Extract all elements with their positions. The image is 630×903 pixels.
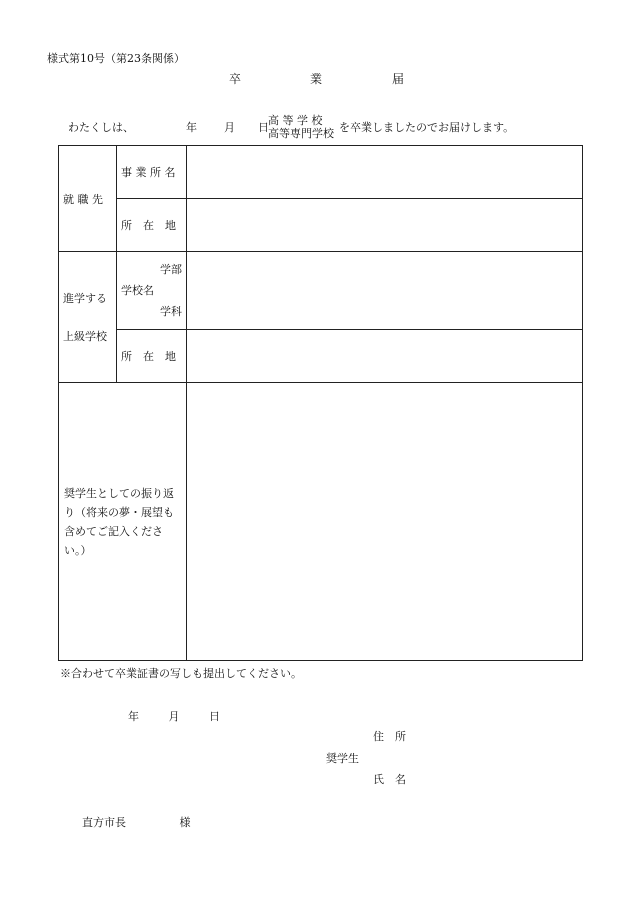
signature-date [128,708,220,724]
title-char-2: 業 [310,72,323,86]
scholar-label: 奨学生 [326,752,359,765]
attachment-note: ※合わせて卒業証書の写しも提出してください。 [60,667,302,680]
office-name-field[interactable] [187,146,583,199]
intro-year: 年 [186,121,197,134]
title-char-1: 卒 [229,72,242,86]
addressee-honorific: 様 [179,816,191,829]
faculty-label: 学部 [160,263,182,276]
employment-location-label: 所 在 地 [117,199,187,252]
intro-month: 月 [224,121,235,134]
signature-month: 月 [168,710,180,723]
department-label: 学科 [160,305,182,318]
school-location-label: 所 在 地 [117,330,187,383]
address-label: 住 所 [373,730,406,743]
office-name-label: 事 業 所 名 [117,146,187,199]
signature-day: 日 [209,710,220,723]
addressee [82,814,191,830]
reflection-field[interactable] [187,383,583,661]
employment-section-label: 就 職 先 [59,146,117,252]
title-char-3: 届 [392,72,405,86]
school-label: 学校名 [121,284,154,297]
signature-year: 年 [128,710,139,723]
school-name-field[interactable] [187,252,583,330]
intro-suffix: を卒業しましたのでお届けします。 [339,121,515,134]
intro-day: 日 [258,121,269,134]
higher-school-label-line-1: 進学する [63,292,107,305]
higher-school-label-line-2: 上級学校 [63,330,107,343]
form-number: 様式第10号（第23条関係） [47,52,185,65]
school-name-label [117,252,187,330]
intro-prefix: わたくしは、 [68,121,134,134]
document-title [0,70,630,88]
employment-location-field[interactable] [187,199,583,252]
report-table [58,145,583,661]
name-label: 氏 名 [373,773,406,786]
reflection-label: 奨学生としての振り返り（将来の夢・展望も含めてご記入ください。） [59,383,187,661]
school-location-field[interactable] [187,330,583,383]
intro-school-type-2: 高等専門学校 [268,127,334,140]
addressee-title: 直方市長 [82,816,126,829]
intro-school-type-1: 高 等 学 校 [268,114,323,127]
intro-statement [68,112,588,142]
higher-school-section-label [59,252,117,383]
